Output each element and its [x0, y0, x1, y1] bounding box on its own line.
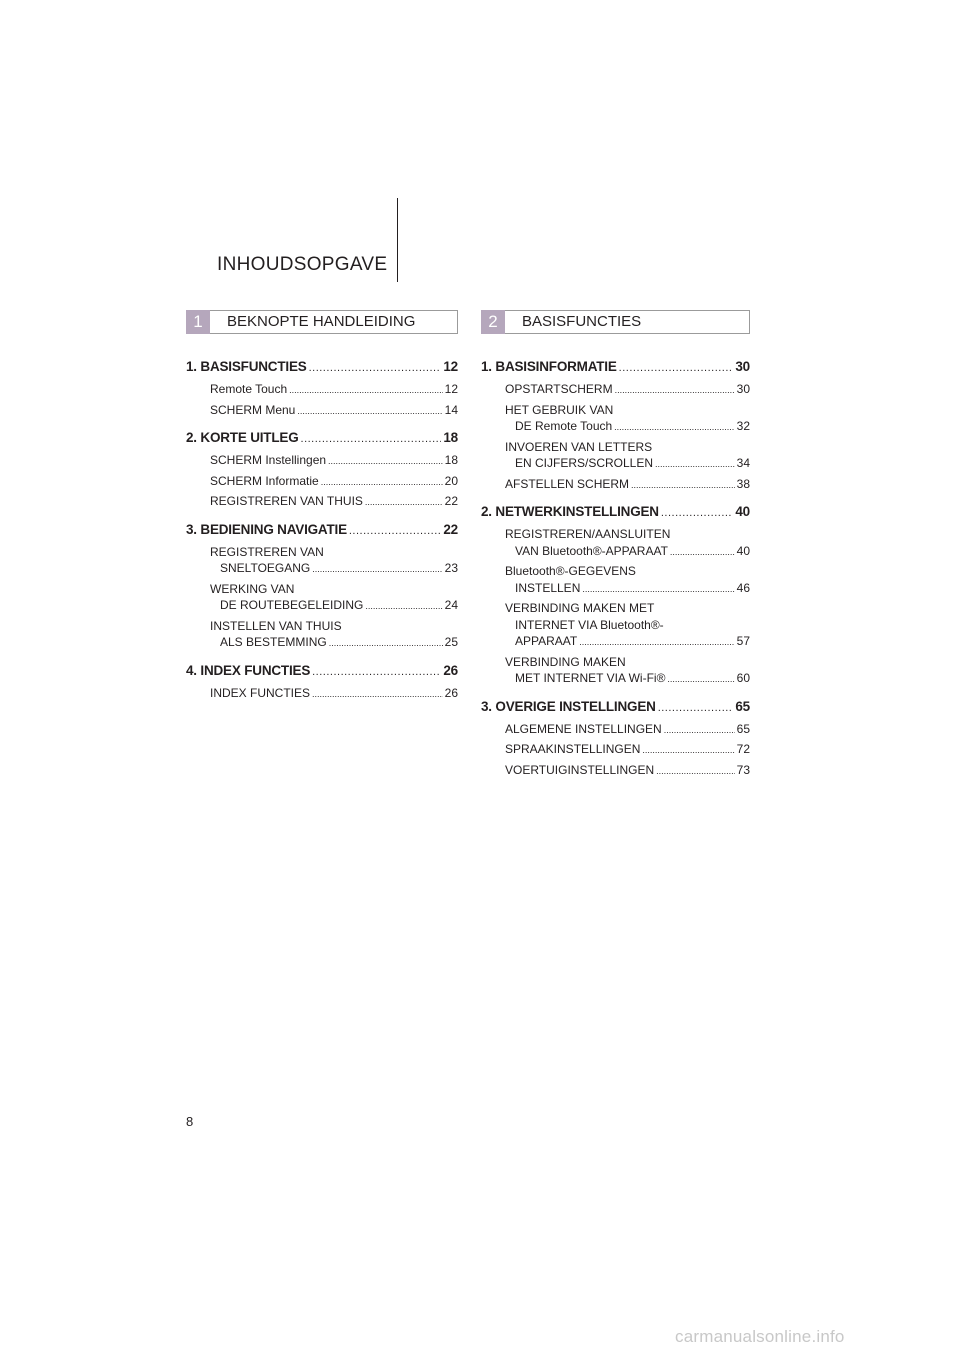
toc-entry[interactable] — [505, 476, 750, 494]
page-title: INHOUDSOPGAVE — [217, 254, 388, 275]
entry-text: Remote Touch — [210, 382, 288, 396]
entry-last-line — [505, 741, 750, 759]
entry-text: VOERTUIGINSTELLINGEN — [505, 762, 655, 777]
entry-text: REGISTREREN VAN — [210, 544, 324, 559]
entry-last-line — [210, 452, 458, 470]
toc-entry[interactable] — [505, 402, 750, 436]
entry-list — [210, 452, 458, 511]
section-number-badge: 2 — [481, 310, 505, 334]
chapter-page: 40 — [735, 504, 750, 519]
entry-last-line — [505, 455, 750, 473]
entry-page: 23 — [444, 561, 458, 575]
leader-dots — [670, 543, 735, 561]
entry-text: ALS BESTEMMING — [220, 635, 327, 649]
entry-list — [210, 685, 458, 703]
section-title: BEKNOPTE HANDLEIDING — [227, 313, 416, 330]
entry-text: SCHERM Informatie — [210, 473, 319, 488]
chapter-label: 2. NETWERKINSTELLINGEN — [481, 504, 659, 519]
entry-last-line — [210, 560, 458, 578]
entry-last-line — [210, 685, 458, 703]
entry-last-line — [210, 634, 458, 652]
toc-entry[interactable] — [210, 381, 458, 399]
toc-column-right — [481, 310, 750, 790]
page-number: 8 — [186, 1114, 194, 1129]
toc-entry[interactable] — [210, 473, 458, 491]
leader-dots — [328, 452, 443, 470]
leader-dots — [615, 381, 735, 399]
entry-text: VAN Bluetooth®-APPARAAT — [515, 543, 668, 558]
entry-text: SCHERM Menu — [210, 402, 296, 417]
leader-dots — [631, 476, 735, 494]
entry-page: 40 — [736, 543, 750, 558]
chapter-link[interactable] — [481, 504, 750, 519]
chapter-page: 18 — [443, 430, 458, 445]
toc-entry[interactable] — [210, 544, 458, 578]
chapter-link[interactable] — [186, 663, 458, 678]
leader-dots — [309, 359, 442, 374]
chapter-page: 65 — [735, 698, 750, 714]
toc-entry[interactable] — [210, 685, 458, 703]
chapter-link[interactable] — [481, 699, 750, 714]
entry-text: SNELTOEGANG — [220, 561, 311, 575]
leader-dots — [365, 493, 443, 511]
section-title: BASISFUNCTIES — [522, 313, 642, 330]
toc-entry[interactable] — [210, 452, 458, 470]
leader-dots — [312, 560, 442, 578]
chapter-link[interactable] — [186, 359, 458, 374]
leader-dots — [312, 685, 443, 703]
entry-last-line — [210, 493, 458, 511]
entry-last-line — [505, 762, 750, 780]
entry-last-line — [505, 633, 750, 651]
entry-page: 57 — [736, 634, 750, 648]
entry-text: WERKING VAN — [210, 581, 295, 596]
entry-page: 46 — [736, 580, 750, 595]
entry-page: 12 — [444, 382, 458, 396]
leader-dots — [656, 762, 734, 780]
chapter-page: 30 — [735, 359, 750, 374]
leader-dots — [664, 721, 735, 739]
entry-last-line — [505, 418, 750, 436]
entry-page: 14 — [444, 402, 458, 417]
entry-list — [505, 381, 750, 493]
entry-list — [505, 526, 750, 688]
entry-list — [210, 544, 458, 652]
chapter-label: 2. KORTE UITLEG — [186, 430, 299, 445]
chapter-page: 22 — [443, 521, 458, 537]
toc-entry[interactable] — [505, 721, 750, 739]
entry-last-line — [210, 381, 458, 399]
entry-text: SCHERM Instellingen — [210, 453, 327, 467]
entry-page: 60 — [736, 671, 750, 685]
entry-text: EN CIJFERS/SCROLLEN — [515, 456, 654, 470]
toc-entry[interactable] — [505, 526, 750, 560]
toc-entry[interactable] — [505, 563, 750, 597]
entry-text: AFSTELLEN SCHERM — [505, 476, 630, 491]
entry-text: Bluetooth®-GEGEVENS — [505, 564, 636, 578]
toc-entry[interactable] — [505, 381, 750, 399]
toc-entry[interactable] — [210, 493, 458, 511]
toc-column-left — [186, 310, 458, 713]
chapter-link[interactable] — [186, 430, 458, 445]
entry-text: REGISTREREN/AANSLUITEN — [505, 527, 671, 541]
entry-page: 25 — [444, 635, 458, 649]
entry-page: 73 — [736, 762, 750, 777]
leader-dots — [619, 359, 734, 374]
entry-page: 32 — [736, 419, 750, 433]
leader-dots — [642, 741, 734, 759]
entry-page: 18 — [444, 453, 458, 467]
entry-last-line — [505, 670, 750, 688]
entry-text: VERBINDING MAKEN — [505, 654, 626, 669]
entry-last-line — [505, 543, 750, 561]
toc-entry[interactable] — [210, 618, 458, 652]
entry-page: 26 — [444, 685, 458, 700]
chapter-label: 3. BEDIENING NAVIGATIE — [186, 521, 347, 537]
chapter-page: 26 — [443, 662, 458, 678]
leader-dots — [312, 663, 441, 678]
leader-dots — [289, 381, 442, 399]
chapter-label: 1. BASISINFORMATIE — [481, 359, 617, 374]
entry-page: 38 — [736, 476, 750, 491]
leader-dots — [349, 522, 442, 537]
leader-dots — [658, 699, 734, 714]
entry-page: 20 — [444, 473, 458, 488]
toc-entry[interactable] — [505, 439, 750, 473]
section-number-badge: 1 — [186, 310, 210, 334]
entry-text: ALGEMENE INSTELLINGEN — [505, 721, 662, 736]
entry-list — [210, 381, 458, 419]
entry-list — [505, 721, 750, 780]
toc-entry[interactable] — [505, 762, 750, 780]
entry-last-line — [505, 721, 750, 739]
entry-page: 65 — [736, 721, 750, 736]
entry-last-line — [505, 476, 750, 494]
leader-dots — [667, 670, 734, 688]
chapter-label: 4. INDEX FUNCTIES — [186, 662, 311, 678]
leader-dots — [579, 633, 734, 651]
footer-watermark: carmanualsonline.info — [675, 1327, 845, 1346]
entry-text: VERBINDING MAKEN MET — [505, 601, 655, 615]
entry-page: 72 — [736, 742, 750, 756]
leader-dots — [582, 580, 734, 598]
leader-dots — [329, 634, 443, 652]
chapter-link[interactable] — [186, 522, 458, 537]
entry-text: INVOEREN VAN LETTERS — [505, 439, 653, 454]
entry-text: HET GEBRUIK VAN — [505, 402, 614, 417]
leader-dots — [661, 504, 734, 519]
toc-entry[interactable] — [505, 654, 750, 688]
entry-text: OPSTARTSCHERM — [505, 382, 613, 396]
entry-last-line — [505, 580, 750, 598]
toc-entry[interactable] — [505, 741, 750, 759]
leader-dots — [655, 455, 735, 473]
entry-text: INTERNET VIA Bluetooth®- — [515, 617, 664, 632]
entry-text: REGISTREREN VAN THUIS — [210, 494, 363, 508]
leader-dots — [301, 430, 442, 445]
section-header — [481, 310, 750, 334]
entry-text: DE ROUTEBEGELEIDING — [220, 598, 364, 612]
section-header — [186, 310, 458, 334]
entry-page: 30 — [736, 382, 750, 396]
entry-last-line — [210, 473, 458, 491]
entry-text: INSTELLEN — [515, 580, 581, 595]
chapter-label: 1. BASISFUNCTIES — [186, 359, 307, 374]
chapter-label: 3. OVERIGE INSTELLINGEN — [481, 698, 656, 714]
entry-page: 24 — [444, 598, 458, 612]
entry-text: INDEX FUNCTIES — [210, 685, 311, 700]
leader-dots — [614, 418, 734, 436]
leader-dots — [297, 402, 442, 420]
leader-dots — [321, 473, 443, 491]
entry-text: DE Remote Touch — [515, 419, 613, 433]
entry-page: 34 — [736, 456, 750, 470]
entry-text: SPRAAKINSTELLINGEN — [505, 742, 641, 756]
entry-text: MET INTERNET VIA Wi-Fi® — [515, 671, 666, 685]
entry-text: APPARAAT — [515, 634, 578, 648]
leader-dots — [365, 597, 442, 615]
entry-last-line — [210, 402, 458, 420]
entry-page: 22 — [444, 494, 458, 508]
entry-last-line — [505, 381, 750, 399]
toc-entry[interactable] — [505, 600, 750, 651]
entry-text: INSTELLEN VAN THUIS — [210, 618, 342, 633]
header-divider — [397, 198, 398, 282]
chapter-page: 12 — [443, 359, 458, 374]
entry-last-line — [210, 597, 458, 615]
toc-entry[interactable] — [210, 581, 458, 615]
toc-entry[interactable] — [210, 402, 458, 420]
chapter-link[interactable] — [481, 359, 750, 374]
